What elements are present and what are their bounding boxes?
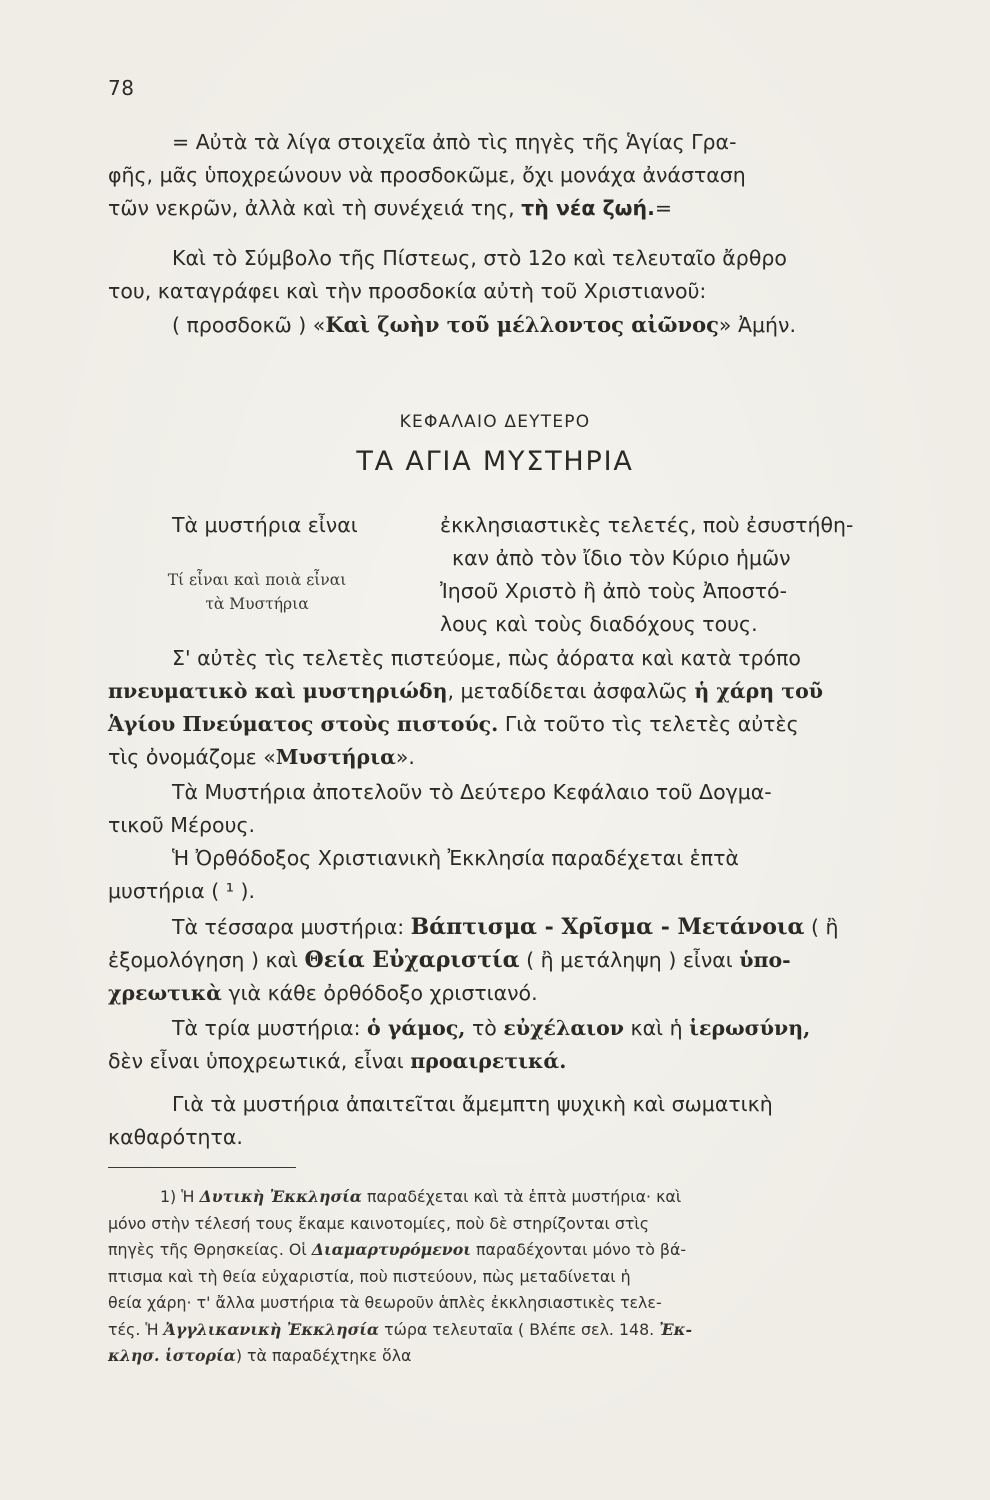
grace-paragraph [108,642,926,774]
creed-line-3-start: ( προσδοκῶ ) « [172,313,326,337]
creed-quote: Καὶ ζωὴν τοῦ μέλλοντος αἰῶνος [325,312,719,337]
protestants: Διαμαρτυρόμενοι [311,1240,471,1259]
footnote-line-7-rest: ) τὰ παραδέχτηκε ὅλα [235,1346,412,1365]
seven-line-2: μυστήρια ( ¹ ). [108,879,255,903]
three-paragraph [108,1012,926,1078]
footnote-line-3-start: πηγὲς τῆς Θρησκείας. Οἱ [108,1240,307,1259]
footnote-marker: 1) Ἡ [160,1187,195,1206]
intro-end-mark: = [654,196,673,220]
creed-line-1: Καὶ τὸ Σύμβολο τῆς Πίστεως, στὸ 12ο καὶ τελευταῖο ἄρθρο [172,246,787,270]
seven-paragraph [108,842,926,908]
intro-line-3 [108,192,926,225]
church-history-start: Ἐκ- [659,1319,693,1339]
footnote-line-6-start: τές. Ἡ [108,1319,159,1339]
second-chapter-line-1: Τὰ Μυστήρια ἀποτελοῦν τὸ Δεύτερο Κεφάλαιο τοῦ Δογμα- [172,780,772,804]
grace-line-2-mid: , μεταδίδεται ἀσφαλῶς [447,679,688,703]
church-history-end: κλησ. ἱστορία [108,1346,236,1365]
creed-line-3 [108,308,926,342]
footnote-line-6-mid: τώρα τελευταῖα ( Βλέπε σελ. 148. [384,1319,655,1339]
footnote-line-6 [108,1317,920,1344]
definition-line-3: Ἰησοῦ Χριστὸ ἢ ἀπὸ τοὺς Ἀποστό- [440,579,787,603]
mandatory-word-start: ὑπο- [739,948,791,972]
margin-note [108,568,406,616]
grace-line-2 [108,675,926,708]
three-line-1 [108,1012,926,1045]
new-life-phrase: τὴ νέα ζωή. [521,196,655,220]
grace-line-3-rest: Γιὰ τοῦτο τὶς τελετὲς αὐτὲς [504,712,799,736]
four-line-2-mid: ( ἢ μετάληψη ) εἶναι [526,948,733,972]
creed-line-3-end: » Ἀμήν. [718,313,796,337]
three-line-2-start: δὲν εἶναι ὑποχρεωτικά, εἶναι [108,1049,404,1073]
footnote-line-5: θεία χάρη· τ' ἄλλα μυστήρια τὰ θεωροῦν ἁπλὲς ἐκκλησιαστικὲς τελε- [108,1293,662,1312]
footnote-rule [108,1167,296,1168]
four-line-3 [108,977,926,1010]
creed-line-2: του, καταγράφει καὶ τὴν προσδοκία αὐτὴ τοῦ Χριστιανοῦ: [108,279,707,303]
three-line-2 [108,1045,926,1078]
four-line-1-start: Τὰ τέσσαρα μυστήρια: [172,915,405,939]
grace-bold-1: πνευματικὸ καὶ μυστηριώδη [108,679,448,703]
three-line-1-mid2: καὶ ἡ [630,1016,683,1040]
three-line-1-mid: τὸ [471,1016,497,1040]
three-line-1-start: Τὰ τρία μυστήρια: [172,1016,361,1040]
page-number: 78 [108,76,135,100]
purity-line-2: καθαρότητα. [108,1125,243,1149]
definition-lead: Τὰ μυστήρια εἶναι [172,513,358,537]
grace-bold-3: Ἁγίου Πνεύματος στοὺς πιστούς. [108,712,499,736]
purity-paragraph [108,1088,926,1154]
priesthood-word: ἱερωσύνη, [689,1016,811,1040]
definition-block [440,509,926,641]
anglican-church: Ἀγγλικανικὴ Ἐκκλησία [163,1319,380,1339]
intro-paragraph [108,126,926,225]
chapter-title: ΤΑ ΑΓΙΑ ΜΥΣΤΗΡΙΑ [356,446,634,477]
margin-note-line-1: Τί εἶναι καὶ ποιὰ εἶναι [167,571,347,589]
second-chapter-paragraph [108,776,926,842]
grace-line-1: Σ' αὐτὲς τὶς τελετὲς πιστεύομε, πὼς ἀόρατα καὶ κατὰ τρόπο [172,646,801,670]
eucharist-phrase: Θεία Εὐχαριστία [304,947,520,973]
four-line-1-end: ( ἢ [811,915,839,939]
intro-line-3-text: τῶν νεκρῶν, ἀλλὰ καὶ τὴ συνέχειά της, [108,196,515,220]
chapter-label: ΚΕΦΑΛΑΙΟ ΔΕΥΤΕΡΟ [399,412,591,432]
grace-line-4-end: ». [395,745,415,769]
purity-line-1: Γιὰ τὰ μυστήρια ἀπαιτεῖται ἄμεμπτη ψυχικὴ καὶ σωματικὴ [172,1092,773,1116]
western-church: Δυτικὴ Ἐκκλησία [199,1187,362,1206]
intro-line-2: φῆς, μᾶς ὑποχρεώνουν νὰ προσδοκῶμε, ὄχι μονάχα ἀνάσταση [108,163,746,187]
marriage-word: ὁ γάμος, [367,1016,466,1040]
grace-line-3 [108,708,926,741]
second-chapter-line-2: τικοῦ Μέρους. [108,813,256,837]
footnote-line-1-rest: παραδέχεται καὶ τὰ ἑπτὰ μυστήρια· καὶ [367,1187,682,1206]
footnote [108,1184,920,1370]
four-sacraments: Βάπτισμα - Χρῖσμα - Μετάνοια [410,914,805,940]
grace-line-4 [108,741,926,774]
definition-line-2: καν ἀπὸ τὸν ἴδιο τὸν Κύριο ἡμῶν [452,546,791,570]
margin-note-line-2: τὰ Μυστήρια [205,595,309,613]
footnote-line-3-rest: παραδέχονται μόνο τὸ βά- [475,1240,687,1259]
grace-bold-2: ἡ χάρη τοῦ [694,679,823,703]
seven-line-1: Ἡ Ὀρθόδοξος Χριστιανικὴ Ἐκκλησία παραδέχεται ἑπτὰ [172,846,739,870]
grace-line-4-start: τὶς ὀνομάζομε « [108,745,276,769]
footnote-line-2: μόνο στὴν τέλεσή τους ἔκαμε καινοτομίες, ποὺ δὲ στηρίζονται στὶς [108,1213,650,1233]
footnote-line-1 [108,1184,920,1211]
four-paragraph [108,911,926,1010]
creed-paragraph [108,242,926,342]
definition-line-1: ἐκκλησιαστικὲς τελετές, ποὺ ἐσυστήθη- [440,513,854,537]
definition-line-4: λους καὶ τοὺς διαδόχους τους. [440,612,758,636]
intro-line-1: = Αὐτὰ τὰ λίγα στοιχεῖα ἀπὸ τὶς πηγὲς τῆς Ἁγίας Γρα- [172,130,737,154]
optional-word: προαιρετικά. [410,1049,567,1073]
four-line-2-start: ἐξομολόγηση ) καὶ [108,948,298,972]
four-line-1 [108,911,926,944]
mandatory-word-end: χρεωτικὰ [108,981,222,1005]
unction-word: εὐχέλαιον [503,1016,624,1040]
footnote-line-3 [108,1237,920,1264]
four-line-3-rest: γιὰ κάθε ὀρθόδοξο χριστιανό. [228,981,538,1005]
footnote-line-7 [108,1343,920,1370]
mysteria-word: Μυστήρια [275,745,396,769]
footnote-line-4: πτισμα καὶ τὴ θεία εὐχαριστία, ποὺ πιστεύουν, πὼς μεταδίνεται ἡ [108,1266,631,1286]
four-line-2 [108,944,926,977]
